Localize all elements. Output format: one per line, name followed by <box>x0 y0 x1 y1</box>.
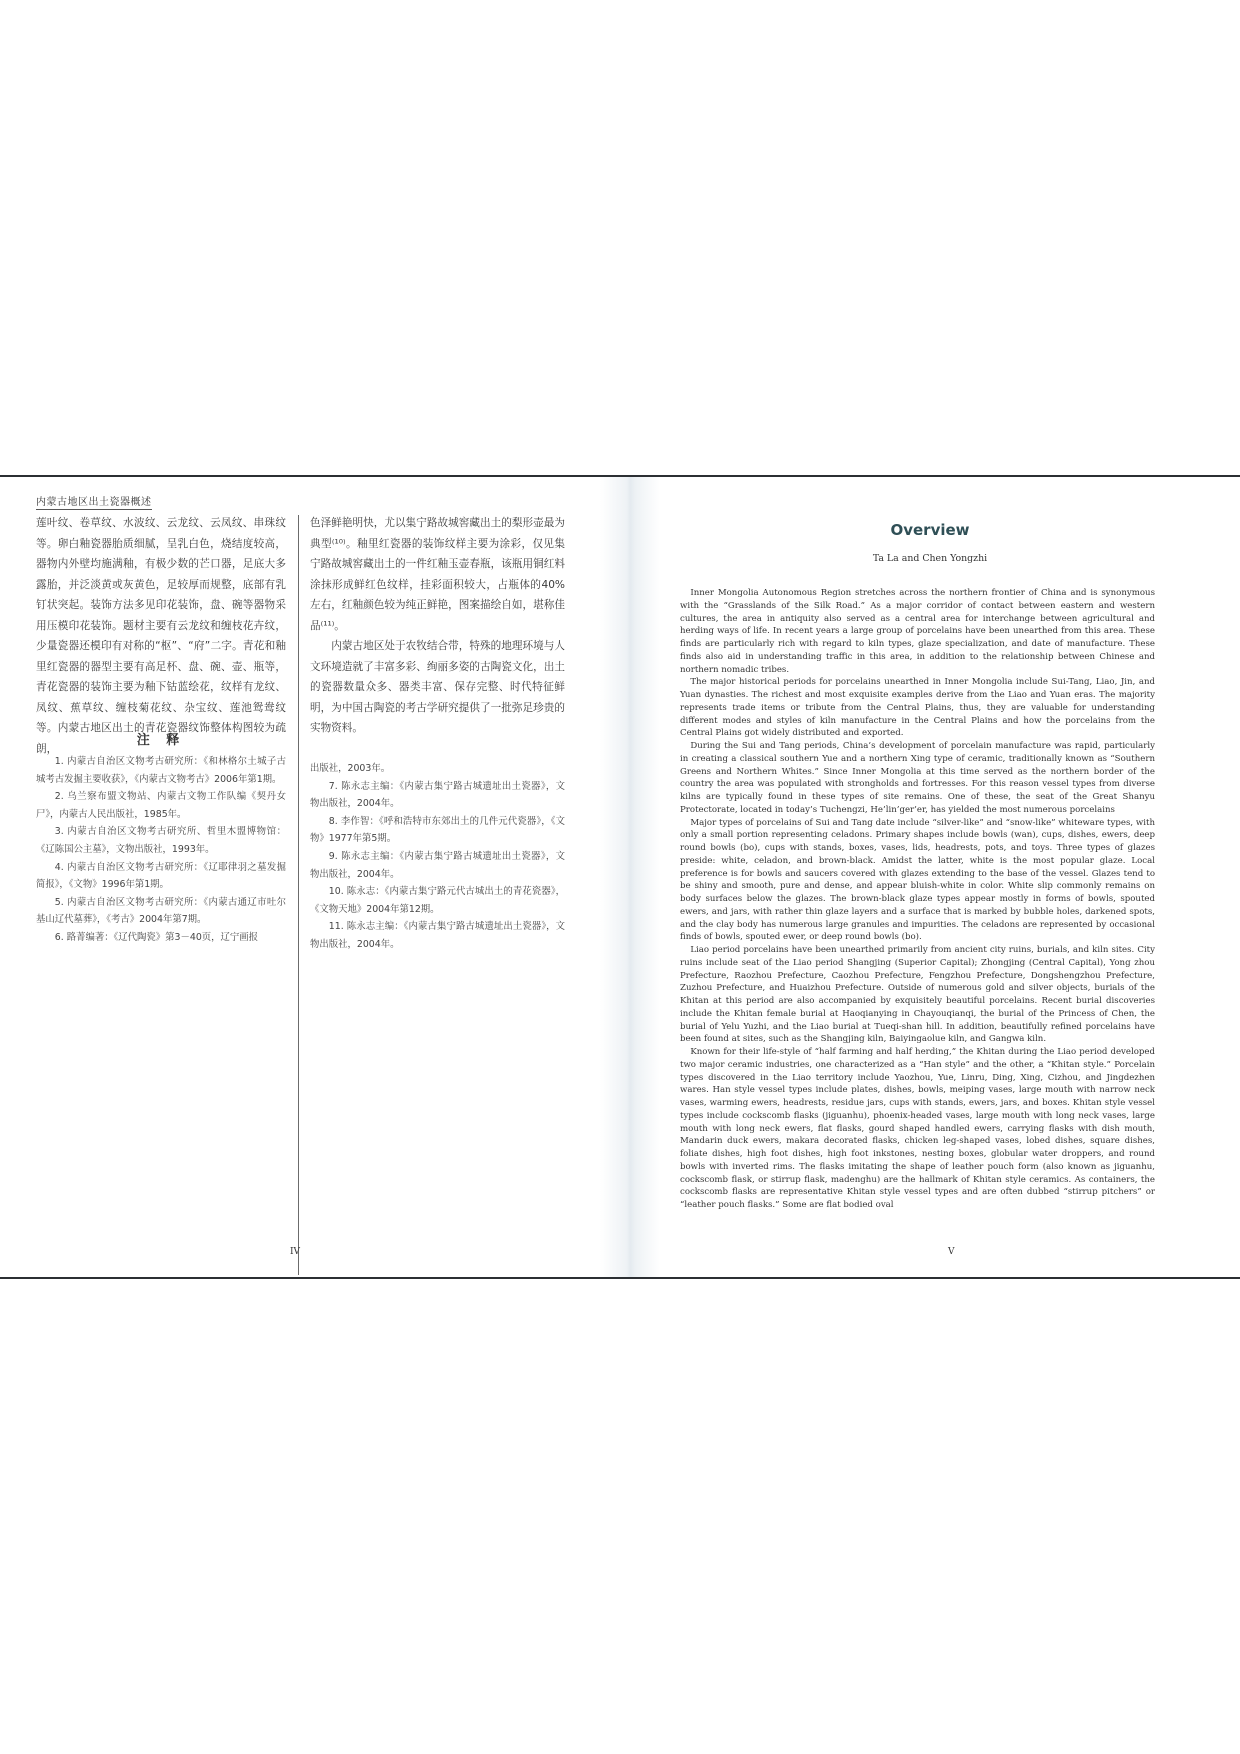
book-spread <box>0 475 1240 1279</box>
note-item: 7. 陈永志主编：《内蒙古集宁路古城遗址出土瓷器》，文物出版社，2004年。 <box>310 780 565 810</box>
body-paragraph: Known for their life-style of “half farming and half herding,” the Khitan during the Liao period developed two major ceramic industries, one characterized as a “Han style” and the other, a “Khitan style.” Porcelain types discovered in the Liao territory include Yaozhou, Yue, Linru, Ding, Xing, Cizhou, and Jingdezhen wares. Han style vessel types include plates, dishes, bowls, meiping vases, large mouth with narrow neck vases, warming ewers, headrests, residue jars, cups with stands, ewers, jars, and boxes. Khitan style vessel types include cockscomb flasks (jiguanhu), phoenix-headed vases, large mouth with long neck vases, large mouth with long neck ewers, flat flasks, gourd shaped handled ewers, carrying flasks with dish mouth, Mandarin duck ewers, makara decorated flasks, chicken leg-shaped vases, lobed dishes, square dishes, foliate dishes, high foot dishes, high foot inkstones, nesting boxes, globular water droppers, and round bowls with inverted rims. The flasks imitating the shape of leather pouch form (also known as jiguanhu, cockscomb flask, or stirrup flask, madenghu) are the hallmark of Khitan style ceramics. As containers, the cockscomb flasks are representative Khitan style vessel types and are often dubbed “stirrup pitchers” or “leather pouch flasks.” Some are flat bodied oval <box>680 1047 1155 1210</box>
article-body <box>680 587 1155 1212</box>
page-number: IV <box>290 1247 301 1257</box>
note-item: 2. 乌兰察布盟文物站、内蒙古文物工作队编《契丹女尸》，内蒙古人民出版社，1985年。 <box>36 791 286 820</box>
running-head: 内蒙古地区出土瓷器概述 <box>36 493 152 510</box>
byline: Ta La and Chen Yongzhi <box>872 553 988 564</box>
body-paragraph: Inner Mongolia Autonomous Region stretches across the northern frontier of China and is synonymous with the “Grasslands of the Silk Road.” As a major corridor of contact between eastern and western cultures, the area in antiquity also served as a central area for interchange between agricultural and herding ways of life. In recent years a large group of porcelains have been unearthed from this area. These finds are particularly rich with regard to kiln types, glaze specialization, and date of manufacture. These finds also aid in understanding traffic in this area, in addition to the relationship between Chinese and northern nomadic tribes. <box>680 588 1155 675</box>
right-page <box>620 477 1240 1277</box>
notes-column-1 <box>36 753 286 947</box>
body-paragraph: Liao period porcelains have been unearthed primarily from ancient city ruins, burials, and kiln sites. City ruins include seat of the Liao period Shangjing (Superior Capital); Zhongjing (Central Capital), Yong zhou Prefecture, Raozhou Prefecture, Caozhou Prefecture, Fengzhou Prefecture, Dongshengzhou Prefecture, Zuzhou Prefecture, and Huaizhou Prefecture. Outside of numerous gold and silver objects, burials of the Khitan at this period are also accompanied by exquisitely beautiful porcelains. Recent burial discoveries include the Khitan female burial at Haoqianying in Chayouqianqi, the burial of the Princess of Chen, the burial of Yelu Yuzhi, and the Liao burial at Tueqi-shan hill. In addition, beautifully refined porcelains have been found at sites, such as the Shangjing kiln, Baiyingaolue kiln, and Gangwa kiln. <box>680 945 1155 1045</box>
notes-column-2 <box>310 760 565 954</box>
body-paragraph: Major types of porcelains of Sui and Tang date include “silver-like” and “snow-like” whiteware types, with only a small portion representing celadons. Primary shapes include bowls (wan), cups, dishes, ewers, deep round bowls (bo), cups with stands, boxes, vases, lids, headrests, pots, and toys. Three types of glazes preside: white, celadon, and brown-black. Amidst the latter, white is the most popular glaze. Local preference is for bowls and saucers covered with glazes extending to the base of the vessel. Glazes tend to be shiny and smooth, pure and dense, and appear bluish-white in color. White slip commonly remains on body surfaces below the glazes. The brown-black glaze types appear mostly in forms of bowls, spouted ewers, and jars, with rather thin glaze layers and a surface that is marked by bubble holes, darkened spots, and the clay body has numerous large granules and impurities. The celadons are represented by occasional finds of bowls, spouted ewer, or deep round bowls (bo). <box>680 817 1155 943</box>
note-item: 1. 内蒙古自治区文物考古研究所：《和林格尔土城子古城考古发掘主要收获》，《内蒙古文物考古》2006年第1期。 <box>36 756 286 785</box>
page-number: V <box>948 1247 955 1257</box>
left-page <box>0 477 620 1277</box>
body-column-2 <box>310 513 565 739</box>
column-divider <box>298 515 299 1275</box>
note-item: 10. 陈永志：《内蒙古集宁路元代古城出土的青花瓷器》，《文物天地》2004年第12期。 <box>310 886 565 915</box>
body-paragraph: During the Sui and Tang periods, China’s development of porcelain manufacture was rapid, particularly in creating a classical southern Yue and a northern Xing type of ceramic, traditionally known as “Southern Greens and Northern Whites.” Since Inner Mongolia at this time served as the northern border of the country the area was populated with strongholds and fortresses. For this reason vessel types from diverse kilns are typically found in these types of site remains. One of these, the seat of the Great Shanyu Protectorate, located in today’s Tuchengzi, He’lin’ger’er, has yielded the most numerous porcelains <box>680 741 1155 815</box>
page-title: Overview <box>890 521 970 539</box>
body-paragraph: 莲叶纹、卷草纹、水波纹、云龙纹、云凤纹、串珠纹等。卵白釉瓷器胎质细腻，呈乳白色，烧结度较高，器物内外壁均施满釉，有极少数的芒口器，足底大多露胎，并泛淡黄或灰黄色，足较厚而规整，底部有乳钉状突起。装饰方法多见印花装饰，盘、碗等器物采用压模印花装饰。题材主要有云龙纹和缠枝花卉纹，少量瓷器还模印有对称的“枢”、“府”二字。青花和釉里红瓷器的器型主要有高足杯、盘、碗、壶、瓶等，青花瓷器的装饰主要为釉下钴蓝绘花，纹样有龙纹、凤纹、蕉草纹、缠枝菊花纹、杂宝纹、莲池鸳鸯纹等。内蒙古地区出土的青花瓷器纹饰整体构图较为疏朗， <box>36 517 286 755</box>
note-item: 3. 内蒙古自治区文物考古研究所、哲里木盟博物馆：《辽陈国公主墓》，文物出版社，1993年。 <box>36 826 286 855</box>
note-item: 4. 内蒙古自治区文物考古研究所：《辽耶律羽之墓发掘简报》，《文物》1996年第1期。 <box>36 861 286 891</box>
body-column-1 <box>36 513 286 759</box>
note-item: 9. 陈永志主编：《内蒙古集宁路古城遗址出土瓷器》，文物出版社，2004年。 <box>310 850 565 880</box>
body-paragraph: The major historical periods for porcelains unearthed in Inner Mongolia include Sui-Tang, Liao, Jin, and Yuan dynasties. The richest and most exquisite examples derive from the Liao and Yuan eras. The majority represents trade items or tribute from the Central Plains, thus, they are valuable for understanding different modes and styles of kiln manufacture in the Central Plains and how the porcelains from the Central Plains got widely distributed and exported. <box>680 677 1155 739</box>
note-item: 出版社，2003年。 <box>310 763 391 774</box>
body-paragraph: 内蒙古地区处于农牧结合带，特殊的地理环境与人文环境造就了丰富多彩、绚丽多姿的古陶瓷文化，出土的瓷器数量众多、器类丰富、保存完整、时代特征鲜明，为中国古陶瓷的考古学研究提供了一批弥足珍贵的实物资料。 <box>310 640 565 734</box>
note-item: 6. 路菁编著：《辽代陶瓷》第3－40页，辽宁画报 <box>54 931 259 943</box>
note-item: 8. 李作智：《呼和浩特市东郊出土的几件元代瓷器》，《文物》1977年第5期。 <box>310 815 565 845</box>
body-paragraph: 色泽鲜艳明快，尤以集宁路故城窖藏出土的梨形壶最为典型⁽¹⁰⁾。釉里红瓷器的装饰纹样主要为涂彩，仅见集宁路故城窖藏出土的一件红釉玉壶春瓶，该瓶用铜红料涂抹形成鲜红色纹样，挂彩面积较大，占瓶体的40%左右，红釉颜色较为纯正鲜艳，图案描绘自如，堪称佳品⁽¹¹⁾。 <box>310 517 565 632</box>
note-item: 11. 陈永志主编：《内蒙古集宁路古城遗址出土瓷器》，文物出版社，2004年。 <box>310 921 565 950</box>
notes-heading: 注 释 <box>136 733 186 748</box>
note-item: 5. 内蒙古自治区文物考古研究所：《内蒙古通辽市吐尔基山辽代墓葬》，《考古》2004年第7期。 <box>36 896 286 926</box>
